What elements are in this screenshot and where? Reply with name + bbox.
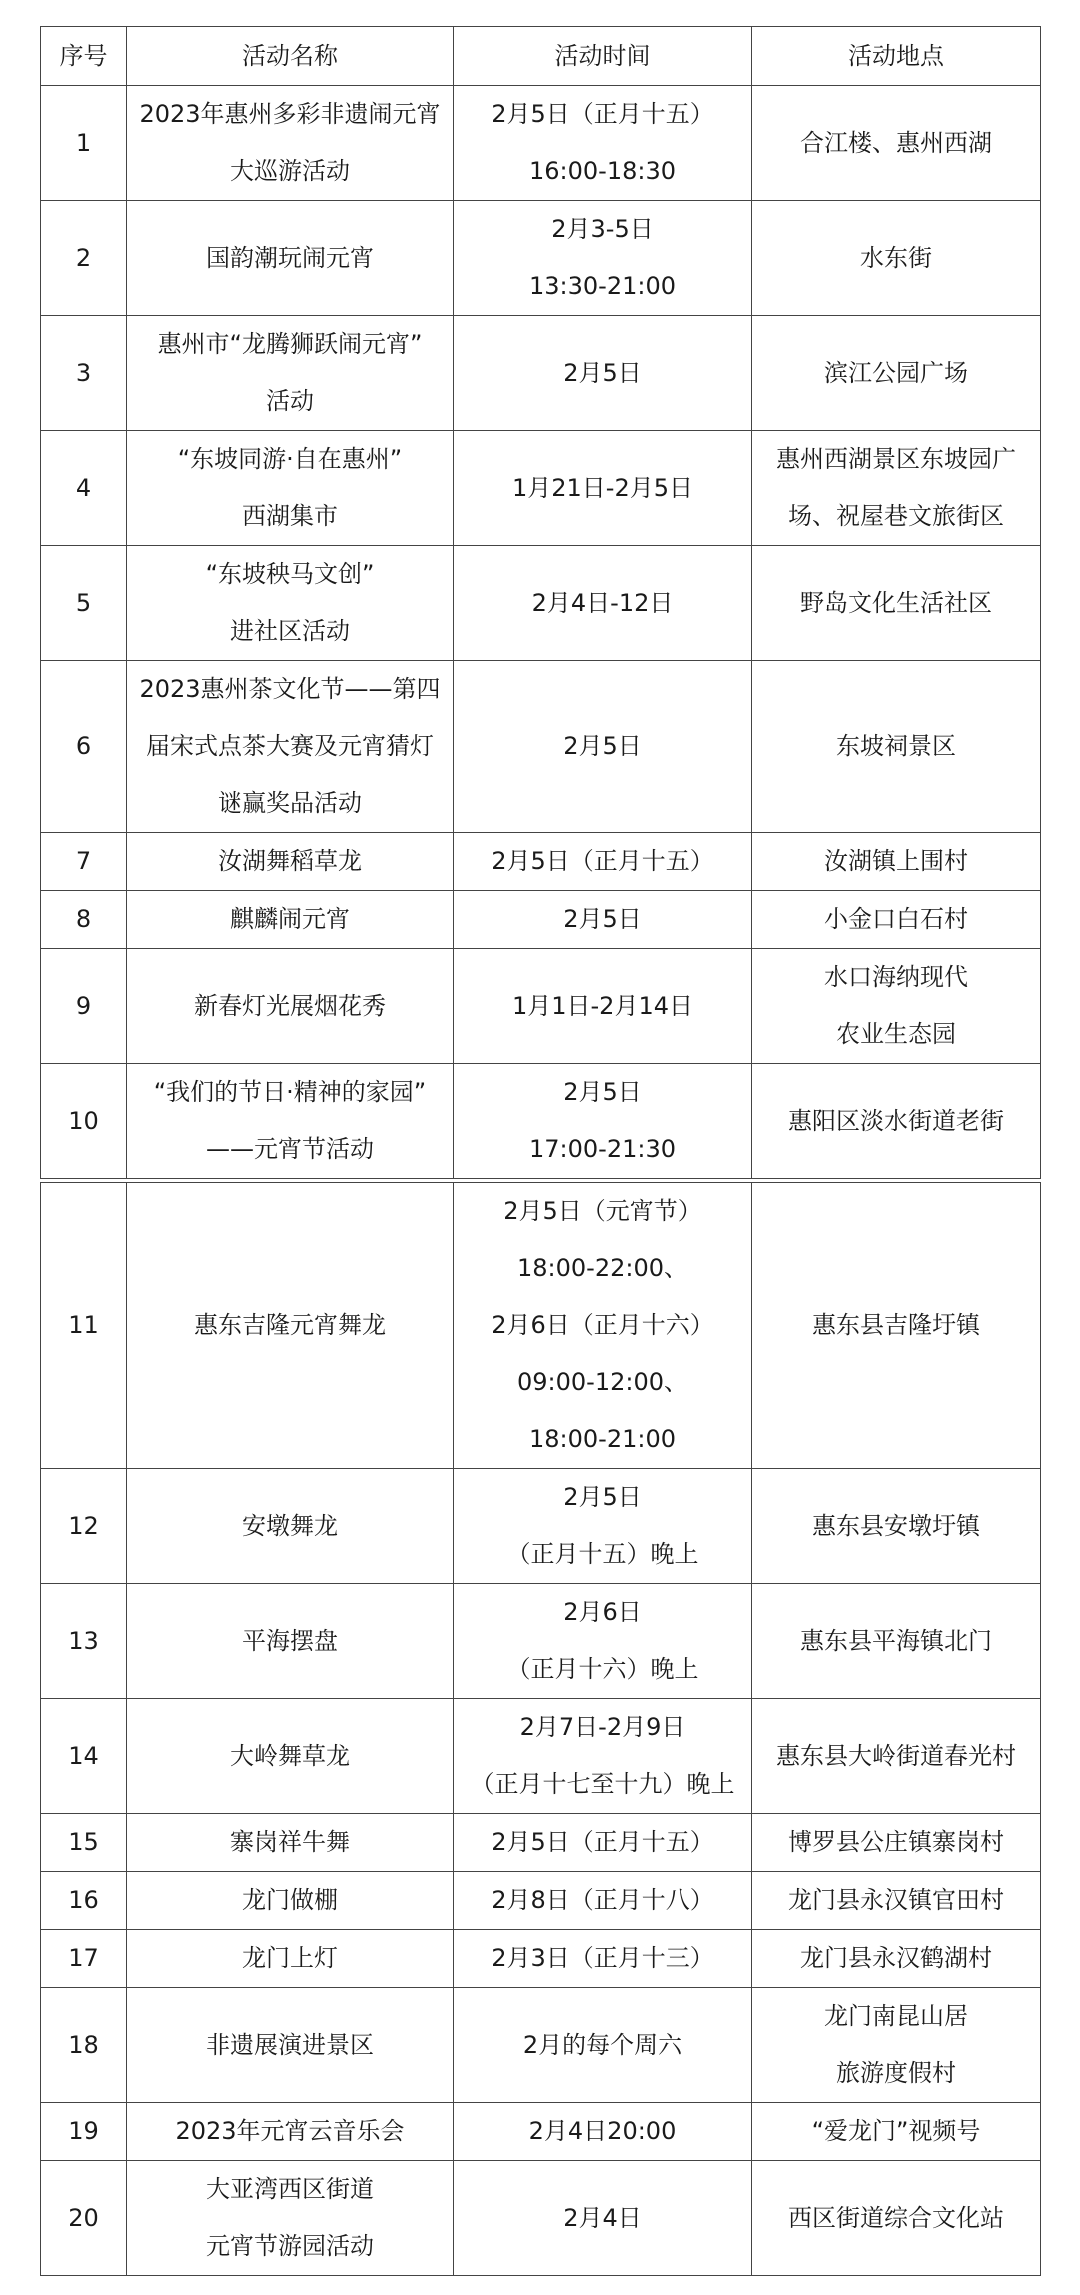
- activity-place: [752, 949, 1041, 1064]
- table-row: [41, 316, 1041, 431]
- activity-name-line: 国韵潮玩闹元宵: [206, 243, 374, 272]
- activity-name: [127, 86, 454, 201]
- table-row: [41, 1064, 1041, 1179]
- activity-name-line: 谜赢奖品活动: [218, 789, 362, 817]
- row-number: 7: [41, 833, 127, 891]
- activity-name: [127, 1064, 454, 1179]
- activity-name-line: 新春灯光展烟花秀: [194, 991, 386, 1020]
- activity-place-line: 旅游度假村: [836, 2059, 956, 2087]
- activity-time: [454, 546, 752, 661]
- activity-time: [454, 1699, 752, 1814]
- activity-name-line: 2023年元宵云音乐会: [175, 2117, 405, 2145]
- activity-place-line: 龙门县永汉镇官田村: [788, 1886, 1004, 1914]
- activity-time-line: 2月6日（正月十六）: [491, 1311, 714, 1339]
- activity-time-line: 2月5日（正月十五）: [491, 100, 714, 128]
- activity-name: [127, 1814, 454, 1872]
- activity-name-line: 惠州市“龙腾狮跃闹元宵”: [157, 330, 423, 358]
- activity-place: [752, 891, 1041, 949]
- activity-time: [454, 1064, 752, 1179]
- activity-name-line: 汝湖舞稻草龙: [218, 847, 362, 875]
- activity-name: [127, 1930, 454, 1988]
- table-row: [41, 1183, 1041, 1469]
- row-number: 5: [41, 546, 127, 661]
- activity-time-line: 2月的每个周六: [522, 2030, 683, 2059]
- activity-name-line: 龙门做棚: [242, 1886, 338, 1914]
- activity-time-line: 2月5日（正月十五）: [491, 1828, 714, 1856]
- activity-place-line: 农业生态园: [836, 1020, 956, 1048]
- activity-time-line: 2月5日: [563, 358, 642, 387]
- row-number: 1: [41, 86, 127, 201]
- table-row: [41, 201, 1041, 316]
- row-number: 17: [41, 1930, 127, 1988]
- activity-place-line: 场、祝屋巷文旅街区: [788, 502, 1004, 530]
- activity-place: [752, 833, 1041, 891]
- activity-place-line: 水口海纳现代: [824, 963, 968, 991]
- activity-name: [127, 201, 454, 316]
- activity-place-line: 东坡祠景区: [836, 732, 956, 760]
- activity-time: [454, 201, 752, 316]
- activity-time-line: 2月5日（正月十五）: [491, 847, 714, 875]
- row-number: 10: [41, 1064, 127, 1179]
- activity-time-line: （正月十七至十九）晚上: [470, 1770, 735, 1798]
- row-number: 19: [41, 2103, 127, 2161]
- activity-time: [454, 1183, 752, 1469]
- activity-time-line: 2月5日: [563, 905, 642, 933]
- activity-time-line: 18:00-21:00: [529, 1425, 676, 1453]
- activity-time: [454, 1872, 752, 1930]
- activity-time-line: 2月4日-12日: [531, 588, 674, 617]
- activity-name-line: ——元宵节活动: [206, 1135, 374, 1163]
- table-row: [41, 1699, 1041, 1814]
- activity-place: [752, 1814, 1041, 1872]
- activity-place-line: 惠东县平海镇北门: [800, 1626, 992, 1655]
- activity-time: [454, 1814, 752, 1872]
- activity-place-line: “爱龙门”视频号: [811, 2117, 981, 2145]
- activity-place-line: 龙门南昆山居: [824, 2002, 968, 2030]
- activity-place: [752, 431, 1041, 546]
- activity-place-line: 小金口白石村: [824, 905, 968, 933]
- activity-name: [127, 546, 454, 661]
- activity-time: [454, 891, 752, 949]
- activity-name-line: 元宵节游园活动: [206, 2232, 374, 2260]
- activity-name: [127, 891, 454, 949]
- activity-place: [752, 1584, 1041, 1699]
- activity-time-line: 2月7日-2月9日: [519, 1713, 686, 1741]
- activity-place: [752, 546, 1041, 661]
- activity-name-line: 大岭舞草龙: [230, 1741, 350, 1770]
- activity-time-line: 2月3-5日: [551, 215, 654, 243]
- activity-place-line: 龙门县永汉鹤湖村: [800, 1944, 992, 1972]
- table-row: [41, 891, 1041, 949]
- activity-place: [752, 1183, 1041, 1469]
- table-row: [41, 1872, 1041, 1930]
- activity-place-line: 野岛文化生活社区: [800, 588, 992, 617]
- activity-name-line: 进社区活动: [230, 617, 350, 645]
- row-number: 20: [41, 2161, 127, 2276]
- activity-time-line: （正月十五）晚上: [506, 1540, 699, 1568]
- activity-time-line: （正月十六）晚上: [506, 1655, 699, 1683]
- table-row: [41, 86, 1041, 201]
- row-number: 3: [41, 316, 127, 431]
- activity-time: [454, 431, 752, 546]
- row-number: 13: [41, 1584, 127, 1699]
- activity-table-part-2: [40, 1182, 1041, 2276]
- activity-name-line: 届宋式点茶大赛及元宵猜灯: [146, 732, 434, 760]
- activity-time-line: 2月4日20:00: [528, 2117, 677, 2145]
- table-header-row: [41, 27, 1041, 86]
- activity-name: [127, 661, 454, 833]
- activity-name-line: 平海摆盘: [242, 1626, 338, 1655]
- activity-time-line: 2月5日: [563, 1078, 642, 1106]
- activity-place-line: 博罗县公庄镇寨岗村: [788, 1828, 1004, 1856]
- activity-name: [127, 1872, 454, 1930]
- activity-place: [752, 201, 1041, 316]
- activity-name-line: 2023惠州茶文化节——第四: [139, 675, 441, 703]
- activity-name-line: “我们的节日·精神的家园”: [153, 1078, 427, 1106]
- activity-place: [752, 1930, 1041, 1988]
- table-row: [41, 2103, 1041, 2161]
- header-name: 活动名称: [127, 27, 454, 86]
- activity-place-line: 惠州西湖景区东坡园广: [776, 445, 1016, 473]
- activity-place: [752, 86, 1041, 201]
- activity-name: [127, 1183, 454, 1469]
- activity-place-line: 水东街: [860, 243, 932, 272]
- activity-place: [752, 661, 1041, 833]
- activity-table-part-1: [40, 26, 1041, 1179]
- row-number: 2: [41, 201, 127, 316]
- table-row: [41, 1930, 1041, 1988]
- row-number: 4: [41, 431, 127, 546]
- activity-time-line: 2月5日: [563, 732, 642, 760]
- header-time: 活动时间: [454, 27, 752, 86]
- table-row: [41, 661, 1041, 833]
- activity-place: [752, 1064, 1041, 1179]
- activity-name: [127, 1584, 454, 1699]
- activity-place: [752, 1872, 1041, 1930]
- activity-place: [752, 2161, 1041, 2276]
- activity-name: [127, 2103, 454, 2161]
- activity-name: [127, 1699, 454, 1814]
- activity-name-line: 西湖集市: [242, 502, 338, 530]
- activity-name-line: 惠东吉隆元宵舞龙: [194, 1311, 386, 1339]
- activity-place: [752, 1469, 1041, 1584]
- activity-place: [752, 1699, 1041, 1814]
- activity-time: [454, 1584, 752, 1699]
- table-row: [41, 1988, 1041, 2103]
- activity-name: [127, 2161, 454, 2276]
- header-no: 序号: [41, 27, 127, 86]
- activity-name-line: 龙门上灯: [242, 1944, 338, 1972]
- row-number: 9: [41, 949, 127, 1064]
- activity-place: [752, 316, 1041, 431]
- activity-name: [127, 1988, 454, 2103]
- activity-time: [454, 949, 752, 1064]
- activity-time-line: 2月5日（元宵节）: [503, 1197, 702, 1225]
- activity-time-line: 16:00-18:30: [529, 157, 676, 185]
- activity-name-line: 安墩舞龙: [242, 1511, 338, 1540]
- table-row: [41, 1469, 1041, 1584]
- table-row: [41, 546, 1041, 661]
- activity-name: [127, 316, 454, 431]
- activity-time-line: 2月5日: [563, 1483, 642, 1511]
- activity-time: [454, 2103, 752, 2161]
- activity-time-line: 18:00-22:00、: [517, 1254, 688, 1282]
- activity-place-line: 惠东县大岭街道春光村: [776, 1741, 1016, 1770]
- activity-place-line: 惠东县吉隆圩镇: [812, 1311, 980, 1339]
- row-number: 11: [41, 1183, 127, 1469]
- row-number: 12: [41, 1469, 127, 1584]
- activity-place-line: 合江楼、惠州西湖: [800, 128, 992, 157]
- activity-time: [454, 316, 752, 431]
- header-place: 活动地点: [752, 27, 1041, 86]
- activity-place-line: 滨江公园广场: [824, 358, 968, 387]
- activity-time-line: 17:00-21:30: [529, 1135, 676, 1163]
- activity-place: [752, 1988, 1041, 2103]
- activity-name: [127, 431, 454, 546]
- activity-name-line: 非遗展演进景区: [206, 2030, 374, 2059]
- activity-place-line: 汝湖镇上围村: [824, 847, 968, 875]
- activity-name: [127, 949, 454, 1064]
- activity-place-line: 惠阳区淡水街道老街: [788, 1106, 1004, 1135]
- row-number: 16: [41, 1872, 127, 1930]
- row-number: 15: [41, 1814, 127, 1872]
- activity-name: [127, 1469, 454, 1584]
- table-row: [41, 949, 1041, 1064]
- activity-time: [454, 2161, 752, 2276]
- activity-time-line: 1月1日-2月14日: [511, 991, 693, 1020]
- activity-name-line: 2023年惠州多彩非遗闹元宵: [139, 100, 441, 128]
- activity-place-line: 西区街道综合文化站: [788, 2203, 1004, 2232]
- activity-time: [454, 1988, 752, 2103]
- activity-name-line: 活动: [266, 387, 314, 415]
- activity-time-line: 13:30-21:00: [529, 272, 676, 300]
- activity-name-line: 大巡游活动: [230, 157, 350, 185]
- row-number: 8: [41, 891, 127, 949]
- activity-time: [454, 1930, 752, 1988]
- activity-name-line: 寨岗祥牛舞: [230, 1828, 350, 1856]
- activity-time-line: 2月6日: [563, 1598, 642, 1626]
- activity-time-line: 09:00-12:00、: [517, 1368, 688, 1396]
- activity-time: [454, 833, 752, 891]
- activity-time: [454, 86, 752, 201]
- row-number: 14: [41, 1699, 127, 1814]
- activity-time: [454, 1469, 752, 1584]
- row-number: 18: [41, 1988, 127, 2103]
- table-row: [41, 431, 1041, 546]
- activity-place: [752, 2103, 1041, 2161]
- activity-time: [454, 661, 752, 833]
- table-row: [41, 2161, 1041, 2276]
- row-number: 6: [41, 661, 127, 833]
- activity-name-line: 麒麟闹元宵: [230, 905, 350, 933]
- activity-place-line: 惠东县安墩圩镇: [812, 1511, 980, 1540]
- activity-name-line: “东坡同游·自在惠州”: [177, 445, 403, 473]
- table-row: [41, 833, 1041, 891]
- activity-name: [127, 833, 454, 891]
- activity-name-line: “东坡秧马文创”: [205, 560, 375, 588]
- activity-time-line: 2月4日: [563, 2203, 642, 2232]
- table-row: [41, 1584, 1041, 1699]
- activity-time-line: 2月8日（正月十八）: [491, 1886, 714, 1914]
- activity-time-line: 1月21日-2月5日: [511, 473, 693, 502]
- activity-name-line: 大亚湾西区街道: [206, 2175, 374, 2203]
- activity-time-line: 2月3日（正月十三）: [491, 1944, 714, 1972]
- table-row: [41, 1814, 1041, 1872]
